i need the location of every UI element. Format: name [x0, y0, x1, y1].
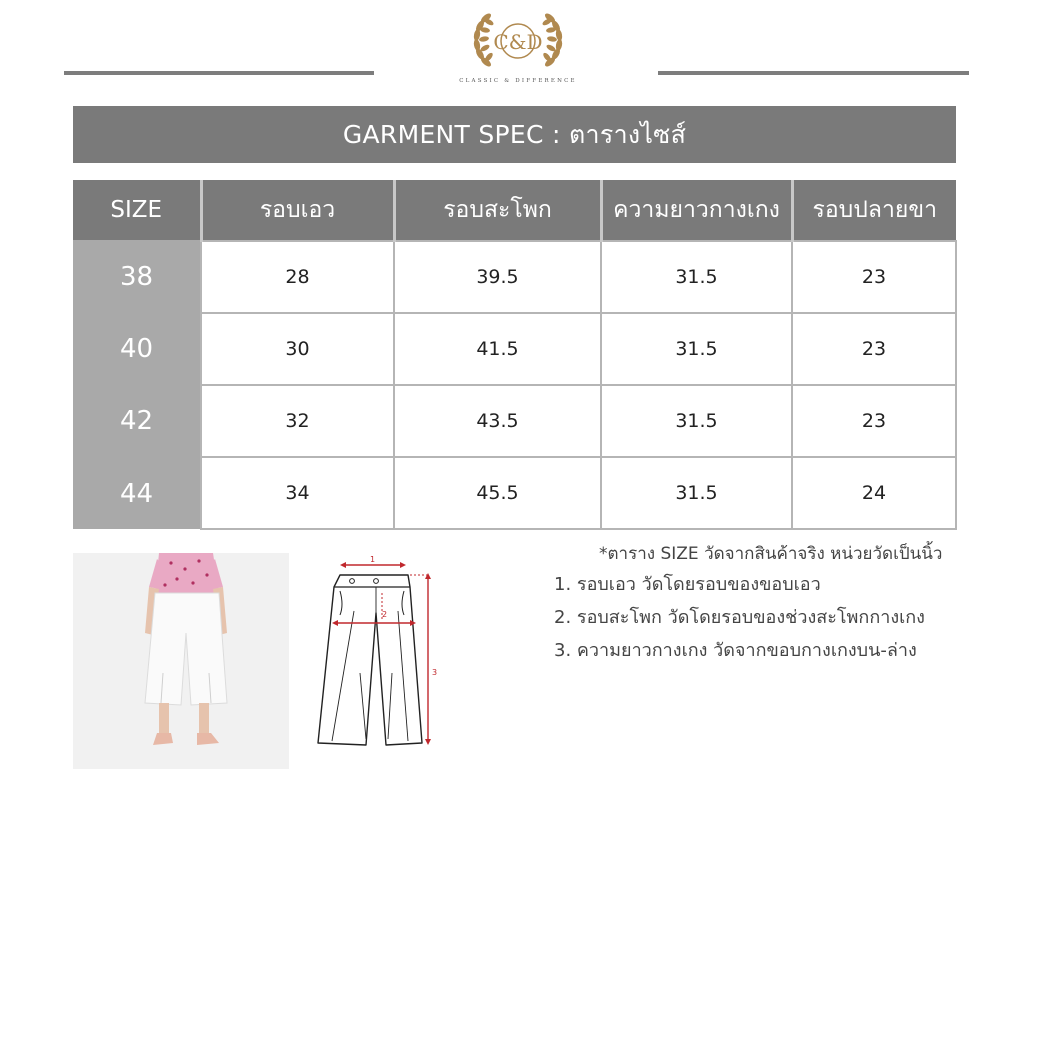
diagram-label-2: 2: [382, 610, 388, 619]
product-photo: [73, 553, 289, 769]
logo-monogram: C&D: [493, 30, 543, 54]
note-item-hip: 2. รอบสะโพก วัดโดยรอบของช่วงสะโพกกางเกง: [554, 607, 925, 628]
header-hip: รอบสะโพก: [394, 180, 601, 241]
length-cell: 31.5: [601, 313, 792, 385]
measurement-diagram: [310, 553, 450, 758]
waist-cell: 32: [201, 385, 394, 457]
brand-logo: [458, 4, 578, 90]
hip-cell: 45.5: [394, 457, 601, 529]
diagram-label-1: 1: [370, 555, 376, 564]
waist-cell: 30: [201, 313, 394, 385]
header-size: SIZE: [73, 180, 201, 241]
note-item-waist: 1. รอบเอว วัดโดยรอบของขอบเอว: [554, 574, 821, 595]
hem-cell: 23: [792, 385, 956, 457]
measurement-notes: [554, 540, 974, 667]
header-waist: รอบเอว: [201, 180, 394, 241]
header-rule-left: [64, 71, 374, 75]
size-cell: 38: [73, 241, 201, 313]
size-chart-table: [73, 180, 957, 530]
header-length: ความยาวกางเกง: [601, 180, 792, 241]
header-rule-right: [658, 71, 969, 75]
table-row: [73, 457, 956, 529]
hem-cell: 23: [792, 313, 956, 385]
table-row: [73, 313, 956, 385]
size-cell: 44: [73, 457, 201, 529]
hip-cell: 41.5: [394, 313, 601, 385]
brand-tagline: CLASSIC & DIFFERENCE: [459, 78, 577, 84]
size-cell: 40: [73, 313, 201, 385]
length-cell: 31.5: [601, 457, 792, 529]
waist-cell: 28: [201, 241, 394, 313]
hip-cell: 39.5: [394, 241, 601, 313]
length-cell: 31.5: [601, 241, 792, 313]
length-cell: 31.5: [601, 385, 792, 457]
table-header-row: [73, 180, 956, 241]
laurel-wreath-icon: [458, 4, 578, 78]
waist-cell: 34: [201, 457, 394, 529]
hip-cell: 43.5: [394, 385, 601, 457]
notes-header: *ตาราง SIZE วัดจากสินค้าจริง หน่วยวัดเป็นนิ้ว: [599, 544, 943, 564]
size-cell: 42: [73, 385, 201, 457]
diagram-label-3: 3: [432, 668, 438, 677]
header-hem: รอบปลายขา: [792, 180, 956, 241]
page-title: GARMENT SPEC : ตารางไซส์: [73, 106, 956, 163]
table-row: [73, 241, 956, 313]
note-item-length: 3. ความยาวกางเกง วัดจากขอบกางเกงบน-ล่าง: [554, 640, 917, 661]
hem-cell: 24: [792, 457, 956, 529]
hem-cell: 23: [792, 241, 956, 313]
table-row: [73, 385, 956, 457]
